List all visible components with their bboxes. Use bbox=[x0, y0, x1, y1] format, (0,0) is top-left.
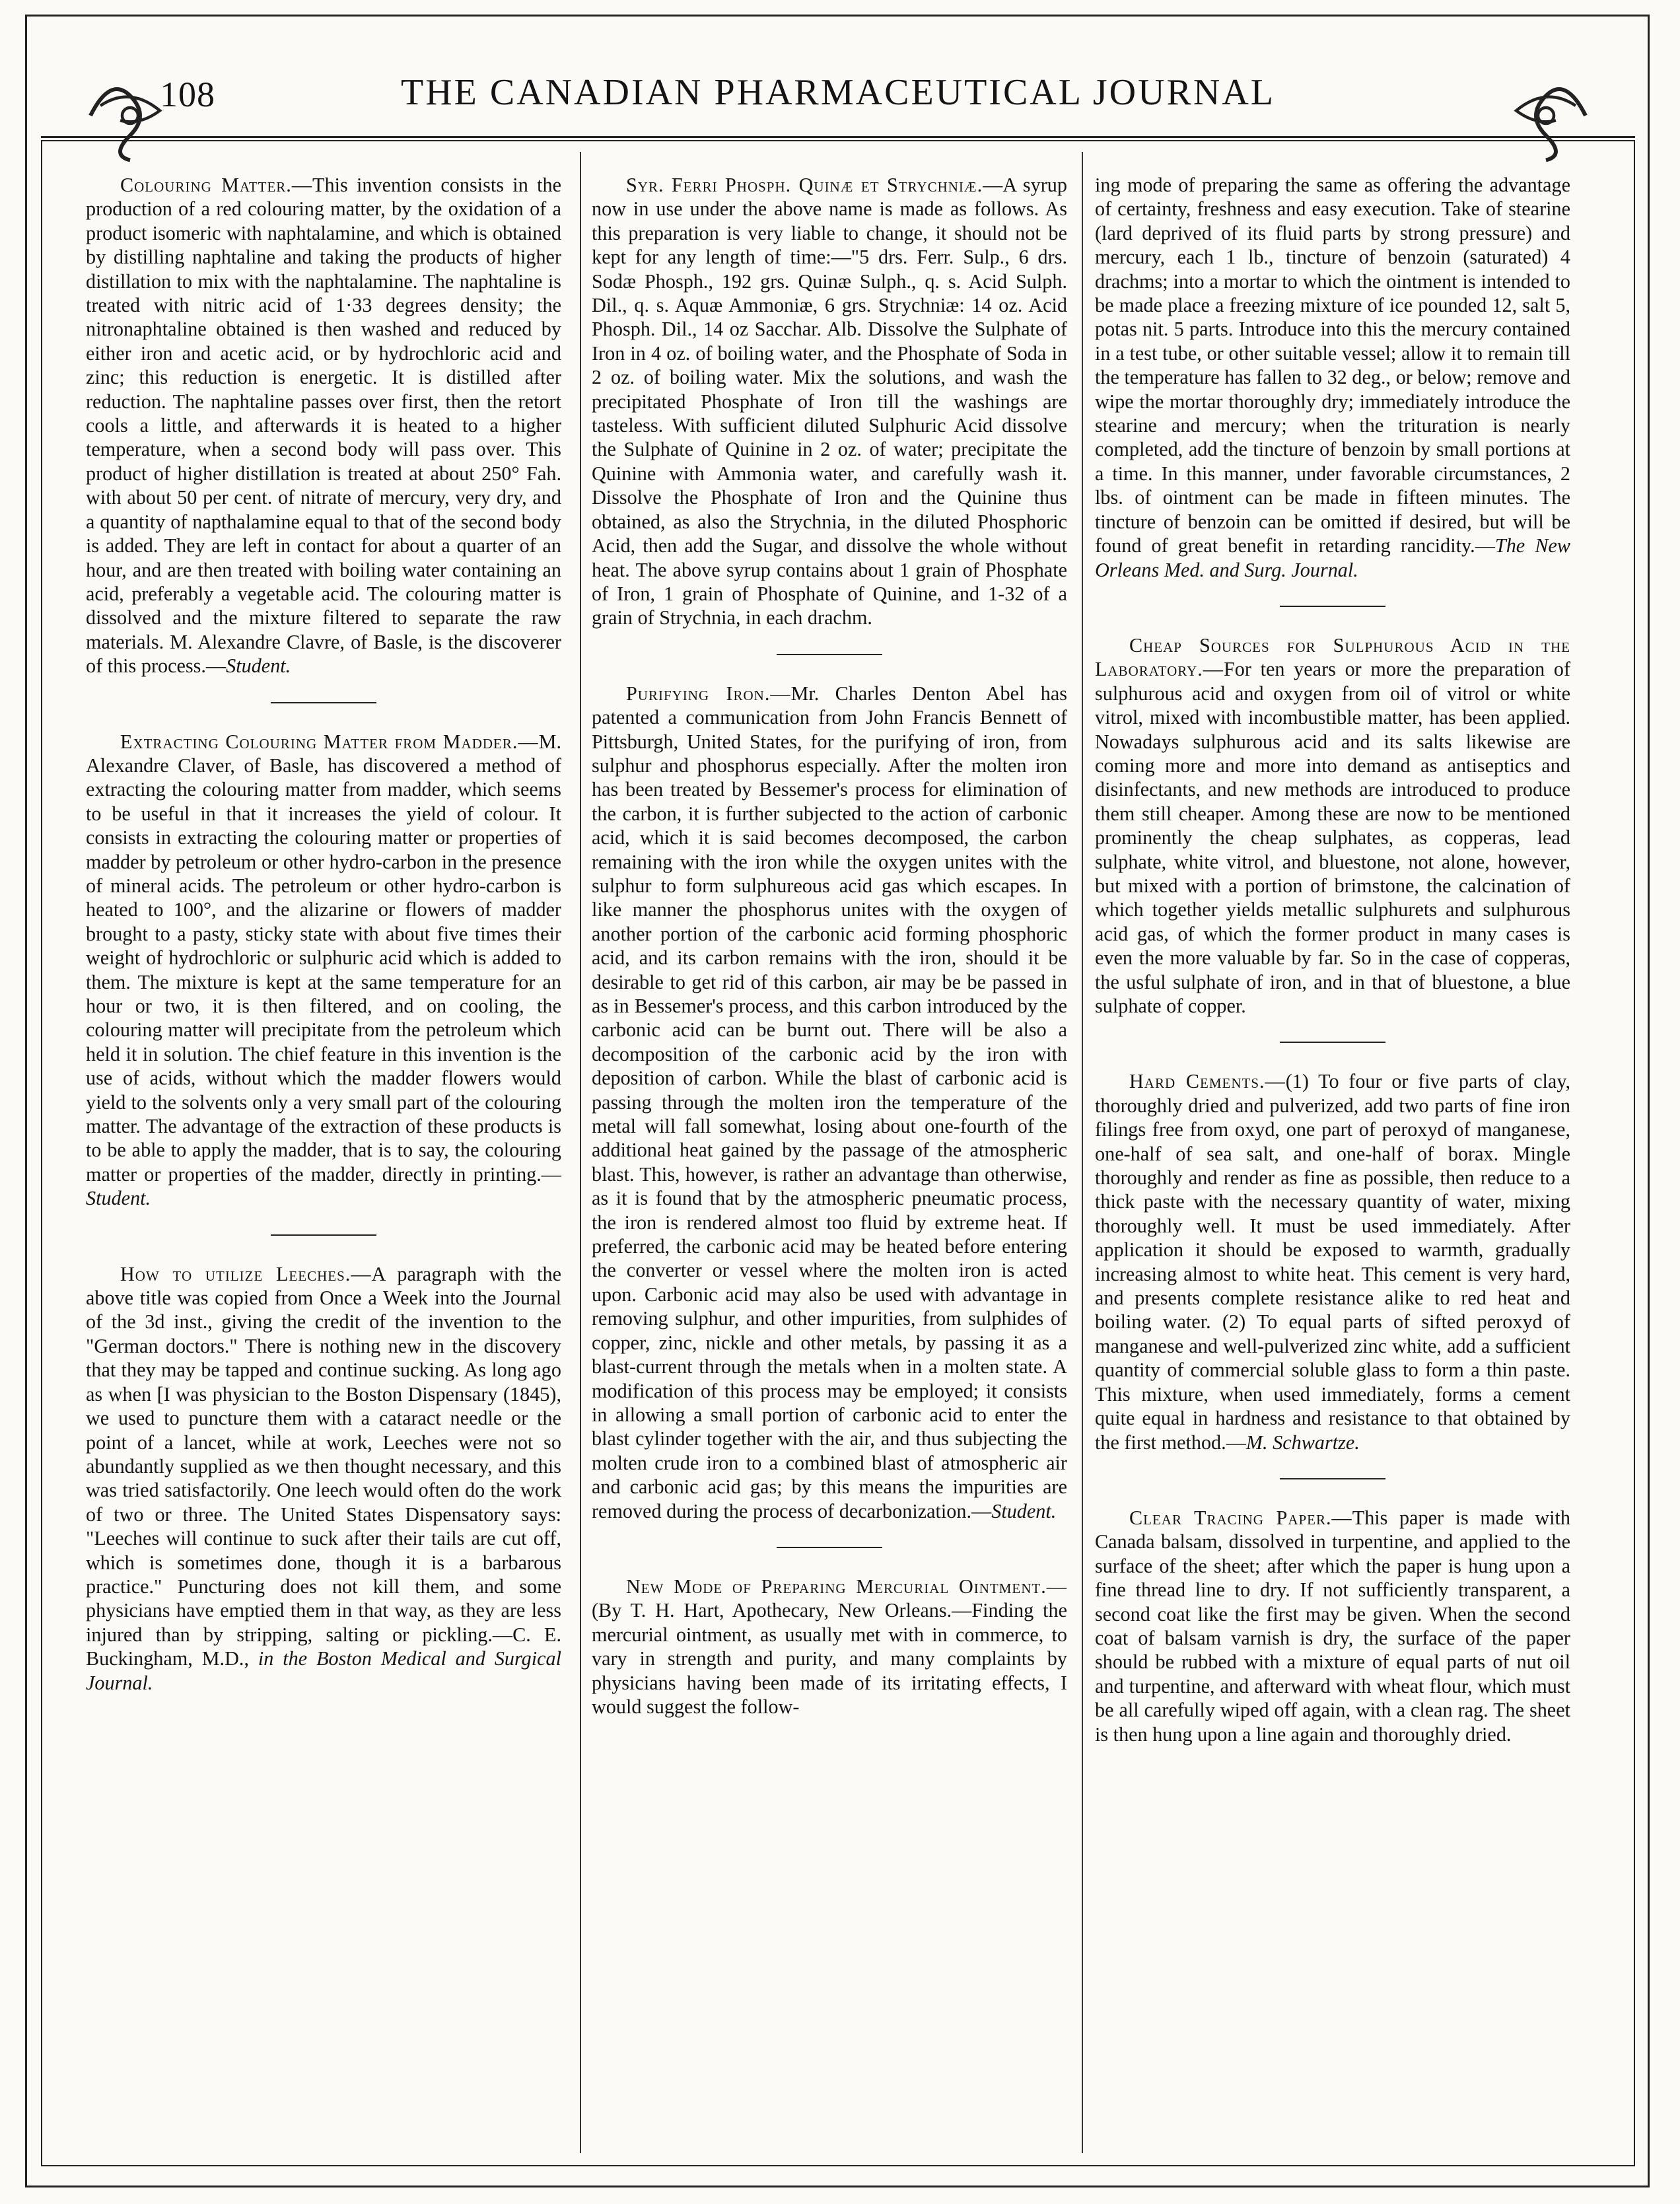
article-body: —A syrup now in use under the above name is made as follows. As this preparation is very liable to change, it should not be kept for any length of time:—"5 drs. Ferr. Sulp., 6 drs. Sodæ Phosph., 192 grs. Quinæ Sulph., q. s. Acid Sulph. Dil., q. s. Aquæ Ammoniæ, 6 grs. Strychniæ: 14 oz. Acid Phosph. Dil., 14 oz Sacchar. Alb. Dissolve the Sulphate of Iron in 4 oz. of boiling water, and the Phosphate of Soda in 2 oz. of boiling water. Mix the solutions, and wash the precipitated Phosphate of Iron till the washings are tasteless. With sufficient diluted Sulphuric Acid dissolve the Sulphate of Quinine in 2 oz. of water; precipitate the Quinine with Ammonia water, and carefully wash it. Dissolve the Phosphate of Iron and the Quinine thus obtained, as also the Strychnia, in the diluted Phosphoric Acid, then add the Sugar, and dissolve the whole without heat. The above syrup contains about 1 grain of Phosphate of Iron, 1 grain of Phosphate of Quinine, and 1-32 of a grain of Strychnia, in each drachm. bbox=[592, 174, 1067, 629]
article-separator bbox=[1280, 1042, 1385, 1043]
article bbox=[1095, 633, 1570, 1018]
column-1 bbox=[86, 173, 561, 1695]
article bbox=[86, 730, 561, 1211]
article-separator bbox=[777, 1547, 882, 1548]
page-number: 108 bbox=[160, 75, 215, 114]
article-heading: Clear Tracing Paper.— bbox=[1129, 1506, 1352, 1529]
article-citation: M. Schwartze. bbox=[1245, 1431, 1360, 1454]
article-body: Mr. Charles Denton Abel has patented a communication from John Francis Bennett of Pittsburgh, United States, for the purifying of iron, from sulphur and phosphorus especially. After the molten iron has been treated by Bessemer's process for elimination of the carbon, it is further subjected to the action of carbonic acid, which it is said becomes decomposed, the carbon remaining with the iron while the oxygen unites with the sulphur to form sulphureous acid gas which escapes. In like manner the phosphorus unites with the oxygen of another portion of the carbonic acid forming phosphoric acid, and its carbon remains with the iron, should it be desirable to get rid of this carbon, air may be be passed in as in Bessemer's process, and this carbon introduced by the carbonic acid can be burnt out. There will be also a decomposition of the carbonic acid by the iron with deposition of carbon. While the blast of carbonic acid is passing through the molten iron the temperature of the metal will fall somewhat, losing about one-fourth of the additional heat gained by the passage of the atmospheric blast. This, however, is rather an advantage than otherwise, as it is found that by the atmospheric pneumatic process, the iron is rendered almost too fluid by extreme heat. If preferred, the carbonic acid may be heated before entering the converter or vessel where the molten iron is acted upon. Carbonic acid may also be used with advantage in removing sulphur, and other impurities, from sulphides of copper, zinc, nickle and other metals, by passing it as a blast-current through the metals when in a molten state. A modification of this process may be employed; it consists in allowing a small portion of carbonic acid to enter the blast cylinder together with the air, and thus subjecting the molten crude iron to a combined blast of atmospheric air and carbonic acid gas; by this means the impurities are removed during the process of decarbonization.— bbox=[592, 682, 1067, 1522]
article bbox=[592, 1575, 1067, 1719]
article-heading: New Mode of Preparing Mercurial Ointment.— bbox=[626, 1575, 1067, 1598]
article-separator bbox=[271, 1234, 376, 1236]
column-rule bbox=[1082, 152, 1083, 2153]
page-header bbox=[41, 40, 1635, 139]
article bbox=[592, 682, 1067, 1523]
column-rule bbox=[580, 152, 581, 2153]
article-citation: Student. bbox=[991, 1499, 1057, 1522]
article bbox=[592, 173, 1067, 630]
article-citation: Student. bbox=[86, 1187, 151, 1210]
article-separator bbox=[777, 654, 882, 655]
article bbox=[1095, 1069, 1570, 1454]
article-heading: Extracting Colouring Matter from Madder.— bbox=[120, 730, 539, 753]
article-heading: Cheap Sources for Sulphurous Acid in the Laboratory.— bbox=[1095, 633, 1570, 681]
article-separator bbox=[1280, 1478, 1385, 1479]
article-citation: in the Boston Medical and Surgical Journal. bbox=[86, 1647, 561, 1694]
article bbox=[86, 173, 561, 678]
header-rule bbox=[41, 136, 1635, 138]
article bbox=[86, 1262, 561, 1695]
article-heading: Hard Cements.— bbox=[1129, 1070, 1286, 1093]
column-3 bbox=[1095, 173, 1570, 1746]
article-heading: Purifying Iron.— bbox=[626, 682, 791, 705]
article-citation: Student. bbox=[226, 655, 291, 678]
article-body: (1) To four or five parts of clay, thoroughly dried and pulverized, add two parts of fine iron filings free from oxyd, one part of peroxyd of manganese, one-half of sea salt, and one-half of borax. Mingle thoroughly and render as fine as possible, then reduce to a thick paste with the necessary quantity of water, mixing thoroughly well. It must be used immediately. After application it should be exposed to warmth, gradually increasing almost to white heat. This cement is very hard, and presents complete resistance alike to red heat and boiling water. (2) To equal parts of sifted peroxyd of manganese and well-pulverized zinc white, add a sufficient quantity of commercial soluble glass to form a thin paste. This mixture, when used immediately, forms a cement quite equal in hardness and resistance to that obtained by the first method.— bbox=[1095, 1070, 1571, 1454]
article-body: This paper is made with Canada balsam, dissolved in turpentine, and applied to the surface of the sheet; after which the paper is hung upon a fine thread line to dry. If not sufficiently transparent, a second coat like the first may be given. When the second coat of balsam varnish is dry, the surface of the paper should be rubbed with a mixture of equal parts of nut oil and turpentine, and afterward with wheat flour, which must be all carefully wiped off again, with a clean rag. The sheet is then hung upon a line again and thoroughly dried. bbox=[1095, 1506, 1570, 1746]
article-body: (By T. H. Hart, Apothecary, New Orleans.—Finding the mercurial ointment, as usually met with in commerce, to vary in strength and purity, and many complaints by physicians having been made of its irritating effects, I would suggest the follow- bbox=[592, 1599, 1067, 1718]
article-separator bbox=[271, 702, 376, 703]
article-body: ing mode of preparing the same as offering the advantage of certainty, freshness and easy execution. Take of stearine (lard deprived of its fluid parts by strong pressure) and mercury, each 1 lb., tincture of benzoin (saturated) 4 drachms; into a mortar to which the ointment is intended to be made place a freezing mixture of ice pounded 12, salt 5, potas nit. 5 parts. Introduce into this the mercury contained in a test tube, or other suitable vessel; allow it to remain till the temperature has fallen to 32 deg., or below; remove and wipe the mortar thoroughly dry; immediately introduce the stearine and mercury; when the trituration is nearly completed, add the tincture of benzoin by small portions at a time. In this manner, under favorable circumstances, 2 lbs. of ointment can be made in fifteen minutes. The tincture of benzoin can be omitted if desired, but will be found of great benefit in retarding rancidity.— bbox=[1095, 174, 1570, 557]
article-citation: The New Orleans Med. and Surg. Journal. bbox=[1095, 534, 1570, 581]
article bbox=[1095, 1506, 1570, 1746]
article-body: This invention consists in the production of a red colouring matter, by the oxidation of a product isomeric with naphtalamine, and which is obtained by distilling naphtaline and taking the products of higher distillation to mix with the naphtalamine. The naphtaline is treated with nitric acid of 1·33 degrees density; the nitronaphtaline obtained is then washed and reduced by either iron and acetic acid, or by hydrochloric acid and zinc; this reduction is energetic. It is distilled after reduction. The naphtaline passes over first, then the retort cools a little, and afterwards it is heated to a higher temperature, when a second body will pass over. This product of higher distillation is treated at about 250° Fah. with about 50 per cent. of nitrate of mercury, very dry, and a quantity of napthalamine equal to that of the second body is added. They are left in contact for about a quarter of an hour, and are then treated with boiling water containing an acid, preferably a vegetable acid. The colouring matter is dissolved and the mixture filtered to separate the raw materials. M. Alexandre Clavre, of Basle, is the discoverer of this process.— bbox=[86, 174, 561, 678]
column-2 bbox=[592, 173, 1067, 1719]
article-heading: How to utilize Leeches.— bbox=[120, 1262, 372, 1285]
article-heading: Syr. Ferri Phosph. Quinæ et Strychniæ. bbox=[626, 174, 983, 196]
article-body: M. Alexandre Claver, of Basle, has discovered a method of extracting the colouring matter from madder, which seems to be useful in that it increases the yield of colour. It consists in extracting the colouring matter or properties of madder by petroleum or other hydro-carbon in the presence of mineral acids. The petroleum or other hydro-carbon is heated to 100°, and the alizarine or flowers of madder brought to a pasty, sticky state with about five times their weight of hydrochloric or sulphuric acid which is added to them. The mixture is kept at the same temperature for an hour or two, it is then filtered, and on cooling, the colouring matter will precipitate from the petroleum which held it in solution. The chief feature in this invention is the use of acids, without which the madder flowers would yield to the solvents only a very small part of the colouring matter. The advantage of the extraction of these products is to be able to apply the madder, that is to say, the colouring matter or properties of the madder, directly in printing.— bbox=[86, 730, 561, 1186]
journal-title: THE CANADIAN PHARMACEUTICAL JOURNAL bbox=[400, 72, 1275, 113]
article-separator bbox=[1280, 606, 1385, 607]
article-body: For ten years or more the preparation of sulphurous acid and oxygen from oil of vitrol or white vitrol, mixed with incombustible matter, has been applied. Nowadays sulphurous acid and its salts likewise are coming more and more into demand as antiseptics and disinfectants, and new methods are introduced to produce them still cheaper. Among these are now to be mentioned prominently the cheap sulphates, as copperas, lead sulphate, white vitrol, and bluestone, not alone, however, but mixed with a portion of brimstone, the calcination of which together yields metallic sulphurets and sulphurous acid gas, of which the former product in many cases is even the more valuable by far. So in the case of copperas, the usful sulphate of iron, and in that of bluestone, a blue sulphate of copper. bbox=[1095, 658, 1570, 1017]
article-body: A paragraph with the above title was copied from Once a Week into the Journal of the 3d inst., giving the credit of the invention to the "German doctors." There is nothing new in the discovery that they may be tapped and continue sucking. As long ago as when [I was physician to the Boston Dispensary (1845), we used to puncture them with a cataract needle or the point of a lancet, while at work, Leeches were not so abundantly supplied as we then thought necessary, and this was tried satisfactorily. One leech would often do the work of two or three. The United States Dispensatory says: "Leeches will continue to suck after their tails are cut off, which is sometimes done, though it is a barbarous practice." Puncturing does not kill them, and some physicians have emptied them in that way, as they are less injured than by stripping, salting or pickling.—C. E. Buckingham, M.D., bbox=[86, 1262, 562, 1670]
article-heading: Colouring Matter.— bbox=[120, 174, 313, 196]
article bbox=[1095, 173, 1570, 582]
